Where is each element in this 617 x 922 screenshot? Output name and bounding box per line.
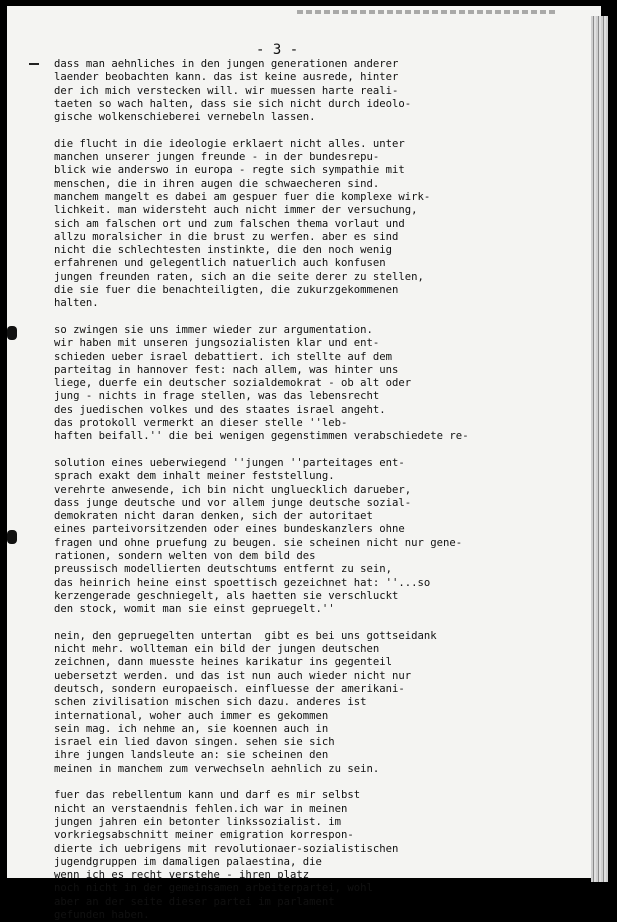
text-line: jungen freunden raten, sich an die seite derer zu stellen, [54,270,424,283]
text-line: so zwingen sie uns immer wieder zur argumentation. [54,323,373,336]
text-line: der ich mich verstecken will. wir muessen harte reali- [54,84,399,97]
text-line: dass junge deutsche und vor allem junge deutsche sozial- [54,496,412,509]
text-line: eines parteivorsitzenden oder eines bundeskanzlers ohne [54,523,405,536]
text-line: gische wolkenschieberei vernebeln lassen. [54,111,316,124]
text-line: manchen unserer jungen freunde - in der bundesrepu- [54,151,380,164]
text-line: das heinrich heine einst spoettisch gezeichnet hat: ''...so [54,576,431,589]
margin-mark [29,63,39,65]
text-line: aber an der seite dieser partei im parlament [54,895,335,908]
text-line: lichkeit. man widersteht auch nicht immer der versuchung, [54,204,418,217]
text-line: liege, duerfe ein deutscher sozialdemokrat - ob alt oder [54,377,412,390]
text-line: deutsch, sondern europaeisch. einfluesse der amerikani- [54,682,405,695]
text-line: nicht die schlechtesten instinkte, die den noch wenig [54,244,393,257]
text-line: zeichnen, dann muesste heines karikatur ins gegenteil [54,656,393,669]
text-line: ihre jungen landsleute an: sie scheinen den [54,749,329,762]
text-line: noch nicht in der gemeinsamen arbeiterpartei, wohl [54,882,373,895]
text-line: rationen, sondern welten von dem bild des [54,549,316,562]
text-line: demokraten nicht daran denken, sich der autoritaet [54,510,373,523]
text-line: vorkriegsabschnitt meiner emigration korrespon- [54,829,354,842]
text-line: jugendgruppen im damaligen palaestina, die [54,855,322,868]
text-line: jungen jahren ein betonter linkssozialist. im [54,815,342,828]
text-line: israel ein lied davon singen. sehen sie sich [54,736,335,749]
text-line: parteitag in hannover fest: nach allem, was hinter uns [54,363,399,376]
punch-hole [7,326,17,340]
text-line: preussisch modellierten deutschtums entfernt zu sein, [54,563,393,576]
text-line: sein mag. ich nehme an, sie koennen auch in [54,722,329,735]
text-line: den stock, womit man sie einst gepruegelt.'' [54,603,335,616]
punch-hole [7,530,17,544]
page-edge [591,16,608,882]
text-line: dass man aehnliches in den jungen generationen anderer [54,58,399,70]
text-line: wir haben mit unseren jungsozialisten klar und ent- [54,337,380,350]
text-line: nein, den gepruegelten untertan gibt es bei uns gottseidank [54,629,437,642]
text-line: sprach exakt dem inhalt meiner feststellung. [54,470,335,483]
text-line: fuer das rebellentum kann und darf es mir selbst [54,789,361,802]
text-line: dierte ich uebrigens mit revolutionaer-sozialistischen [54,842,399,855]
text-line: international, woher auch immer es gekommen [54,709,329,722]
text-line: laender beobachten kann. das ist keine ausrede, hinter [54,71,399,84]
text-line: jung - nichts in frage stellen, was das lebensrecht [54,390,380,403]
text-line: schieden ueber israel debattiert. ich stellte auf dem [54,350,393,363]
text-line: blick wie anderswo in europa - regte sich sympathie mit [54,164,405,177]
text-line: fragen und ohne pruefung zu beugen. sie scheinen nicht nur gene- [54,536,463,549]
text-line: verehrte anwesende, ich bin nicht ungluecklich darueber, [54,483,412,496]
page-number: - 3 - [256,42,299,58]
text-line: nicht mehr. wollteman ein bild der jungen deutschen [54,643,380,656]
paragraph-gap [54,311,469,324]
paragraph-gap [54,776,469,789]
document-body [54,58,469,922]
text-line: nicht an verstaendnis fehlen.ich war in meinen [54,802,348,815]
text-line: des juedischen volkes und des staates israel angeht. [54,403,386,416]
text-line: schen zivilisation mischen sich dazu. anderes ist [54,696,367,709]
text-line: kerzengerade geschniegelt, als haetten sie verschluckt [54,589,399,602]
text-line: die sie fuer die benachteiligten, die zukurzgekommenen [54,284,399,297]
text-line: halten. [54,297,99,310]
text-line: meinen in manchem zum verwechseln aehnlich zu sein. [54,762,380,775]
text-line: uebersetzt werden. und das ist nun auch wieder nicht nur [54,669,412,682]
document-page [7,6,601,921]
text-line: allzu moralsicher in die brust zu werfen. aber es sind [54,230,399,243]
text-line: haften beifall.'' die bei wenigen gegenstimmen verabschiedete re- [54,430,469,443]
text-line: taeten so wach halten, dass sie sich nicht durch ideolo- [54,97,412,110]
text-line: manchem mangelt es dabei am gespuer fuer die komplexe wirk- [54,190,431,203]
text-line: sich am falschen ort und zum falschen thema vorlaut und [54,217,405,230]
paragraph-gap [54,444,469,457]
text-line: menschen, die in ihren augen die schwaecheren sind. [54,177,380,190]
text-line: wenn ich es recht verstehe - ihren platz [54,869,310,882]
text-line: das protokoll vermerkt an dieser stelle ''leb- [54,417,348,430]
paragraph-gap [54,616,469,629]
paragraph-gap [54,124,469,137]
text-line: solution eines ueberwiegend ''jungen ''parteitages ent- [54,456,405,469]
text-line: die flucht in die ideologie erklaert nicht alles. unter [54,137,405,150]
text-line: erfahrenen und gelegentlich natuerlich auch konfusen [54,257,386,270]
scan-artifact [297,10,557,14]
text-line: gefunden haben. [54,909,150,921]
